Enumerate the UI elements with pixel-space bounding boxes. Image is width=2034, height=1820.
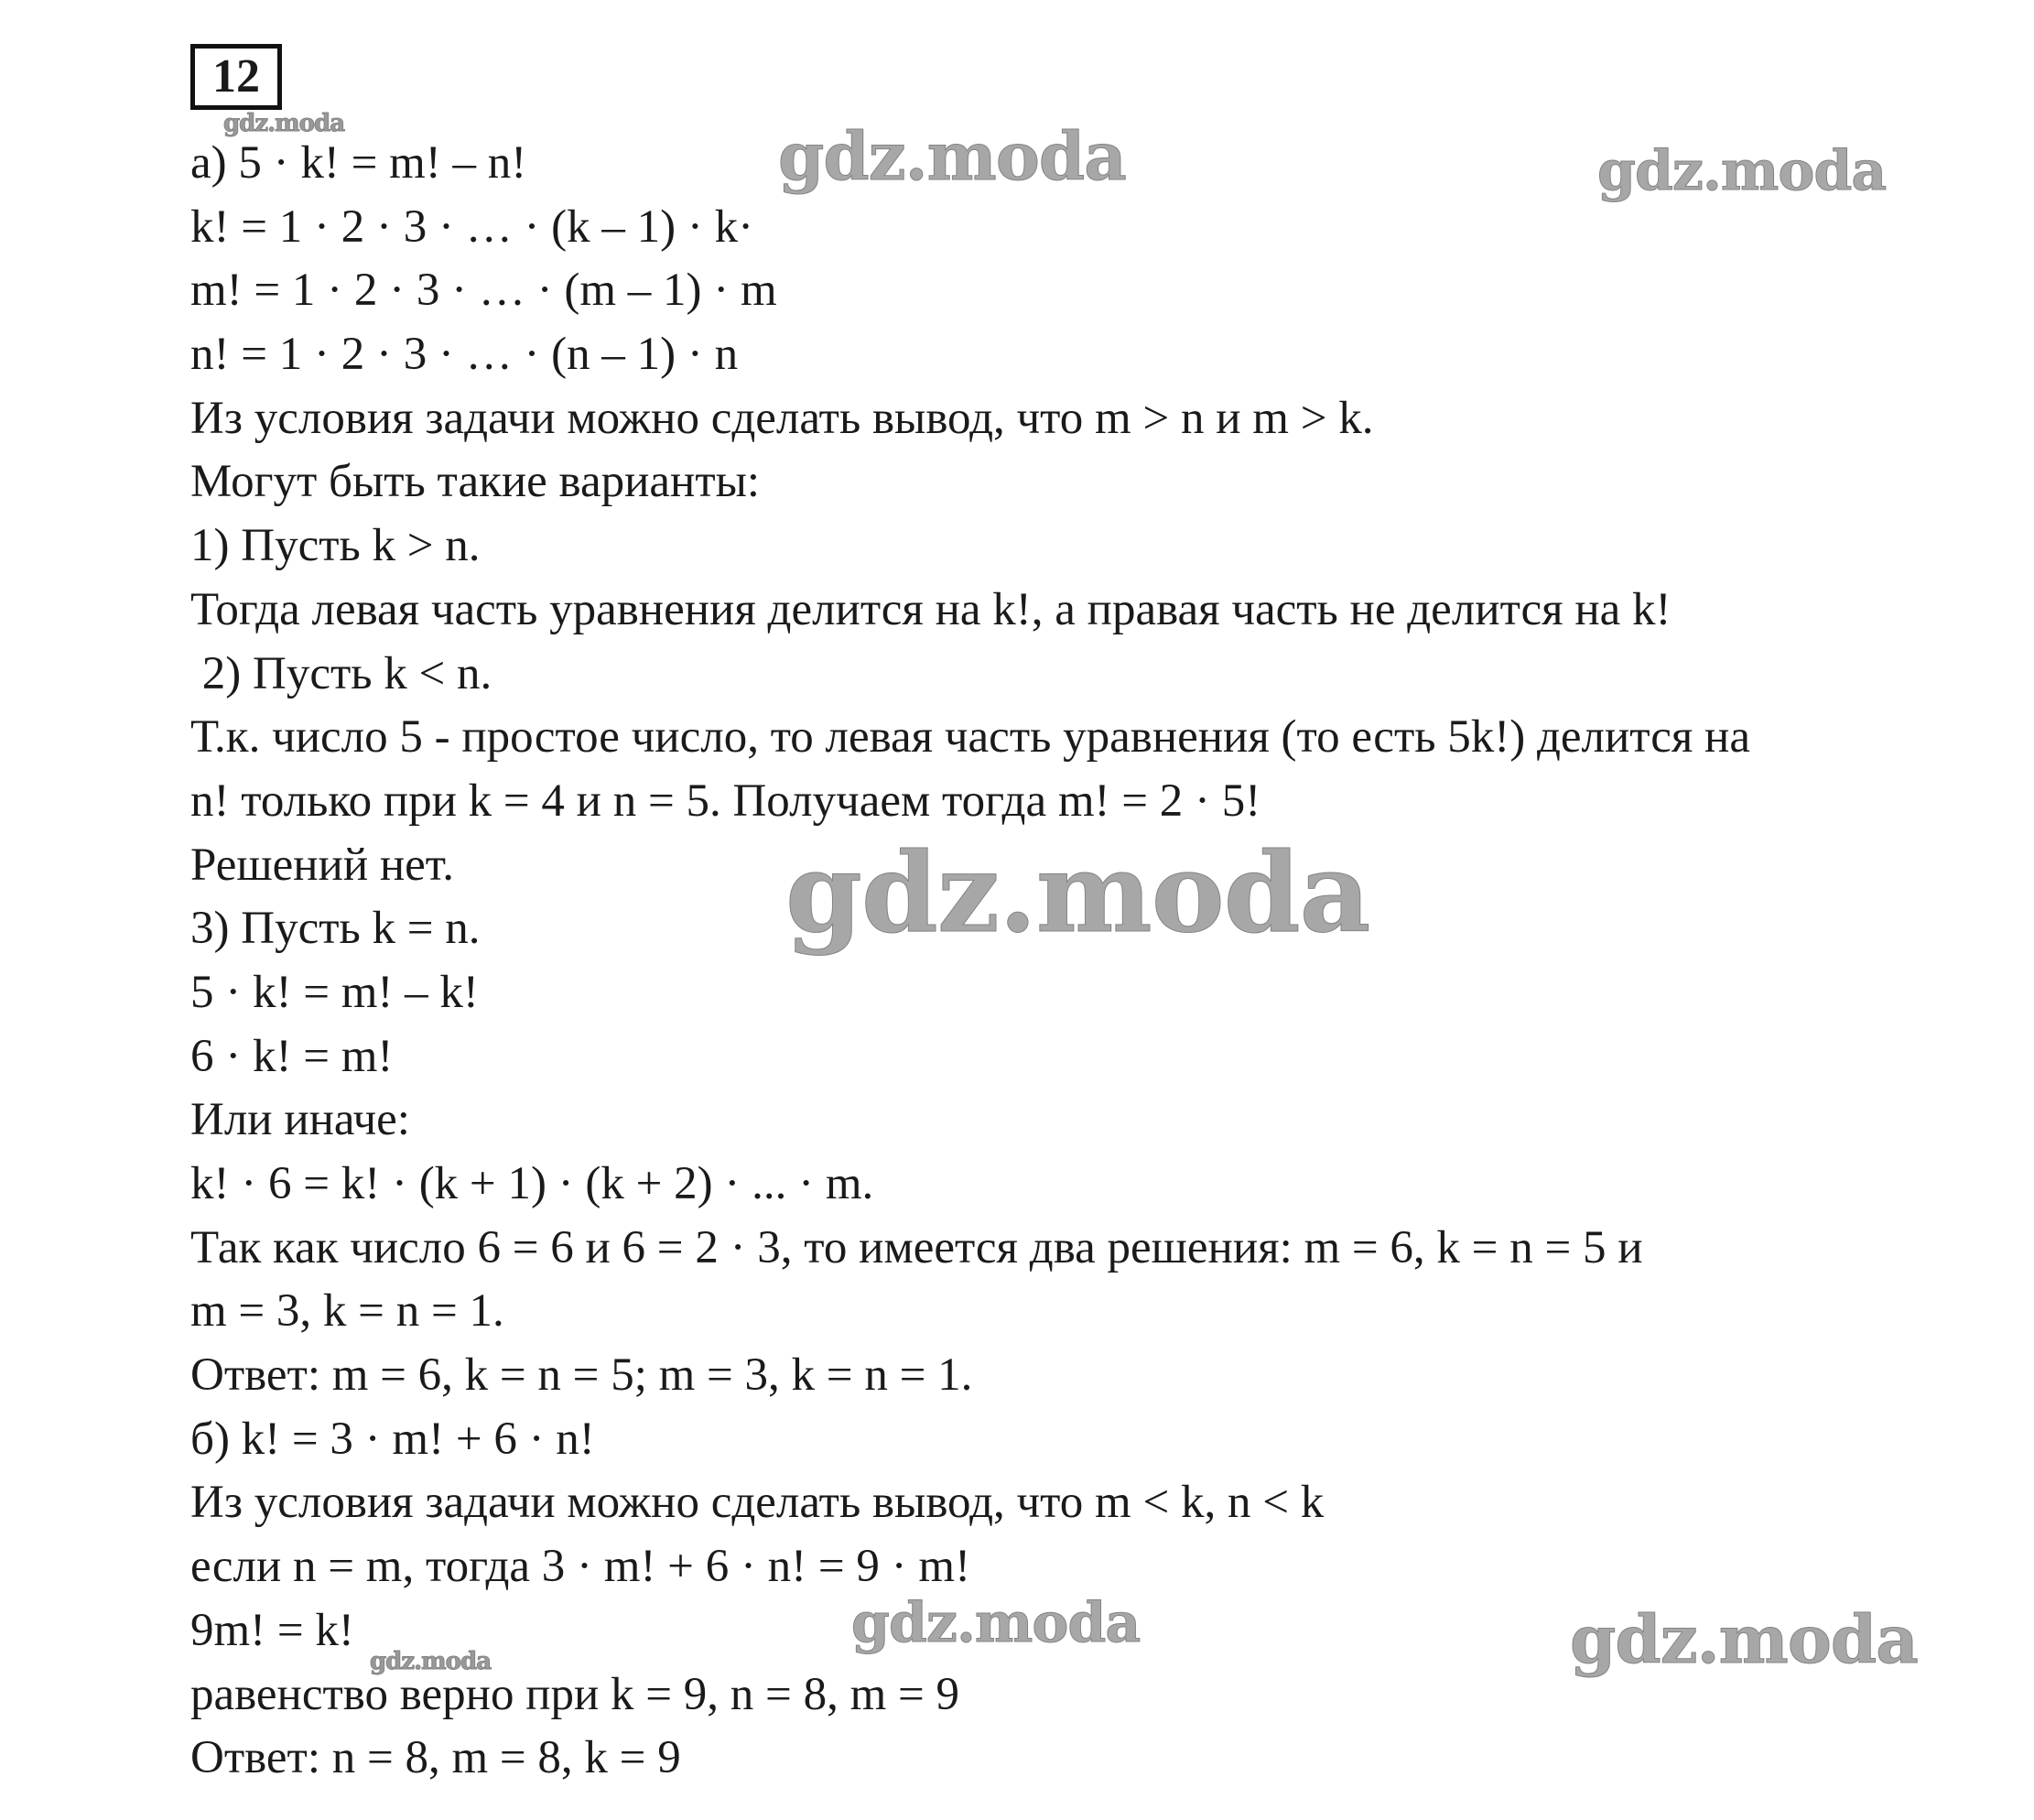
solution-line: Так как число 6 = 6 и 6 = 2 · 3, то имеется два решения: m = 6, k = n = 5 и [190,1221,1643,1273]
watermark: gdz.moda [370,1648,492,1675]
solution-line: Тогда левая часть уравнения делится на k!, а правая часть не делится на k! [190,583,1672,635]
solution-line: б) k! = 3 · m! + 6 · n! [190,1413,595,1465]
problem-number-box: 12 [190,44,282,110]
solution-line: Из условия задачи можно сделать вывод, что m < k, n < k [190,1477,1325,1529]
watermark: gdz.moda [1597,139,1887,203]
solution-line: k! = 1 · 2 · 3 · … · (k – 1) · k· [190,200,754,253]
solution-line: k! · 6 = k! · (k + 1) · (k + 2) · ... · m. [190,1158,874,1209]
watermark: gdz.moda [223,110,345,137]
solution-line: Или иначе: [190,1094,410,1146]
watermark: gdz.moda [778,117,1126,195]
solution-line: равенство верно при k = 9, n = 8, m = 9 [190,1668,960,1720]
solution-line: 2) Пусть k < n. [190,647,492,699]
solution-line: 6 · k! = m! [190,1030,394,1082]
solution-line: m! = 1 · 2 · 3 · … · (m – 1) · m [190,265,777,317]
solution-line: m = 3, k = n = 1. [190,1285,504,1338]
solution-line: 3) Пусть k = n. [190,903,481,955]
solution-line: n! = 1 · 2 · 3 · … · (n – 1) · n [190,329,739,381]
watermark: gdz.moda [785,829,1370,958]
watermark: gdz.moda [1570,1600,1918,1678]
solution-line: а) 5 · k! = m! – n! [190,137,527,189]
solution-line: 5 · k! = m! – k! [190,966,479,1018]
solution-line: Решений нет. [190,839,454,891]
solution-line: Ответ: m = 6, k = n = 5; m = 3, k = n = 1. [190,1349,973,1402]
solution-line: Из условия задачи можно сделать вывод, что m > n и m > k. [190,392,1374,444]
solution-line: 9m! = k! [190,1604,354,1656]
solution-line: Т.к. число 5 - простое число, то левая часть уравнения (то есть 5k!) делится на [190,711,1750,764]
solution-text [190,132,2012,1791]
solution-line: Могут быть такие варианты: [190,456,761,508]
solution-line: Ответ: n = 8, m = 8, k = 9 [190,1732,681,1784]
watermark: gdz.moda [851,1591,1141,1655]
solution-line: 1) Пусть k > n. [190,520,481,572]
solution-line: если n = m, тогда 3 · m! + 6 · n! = 9 · m! [190,1541,971,1593]
solution-line: n! только при k = 4 и n = 5. Получаем тогда m! = 2 · 5! [190,775,1261,827]
